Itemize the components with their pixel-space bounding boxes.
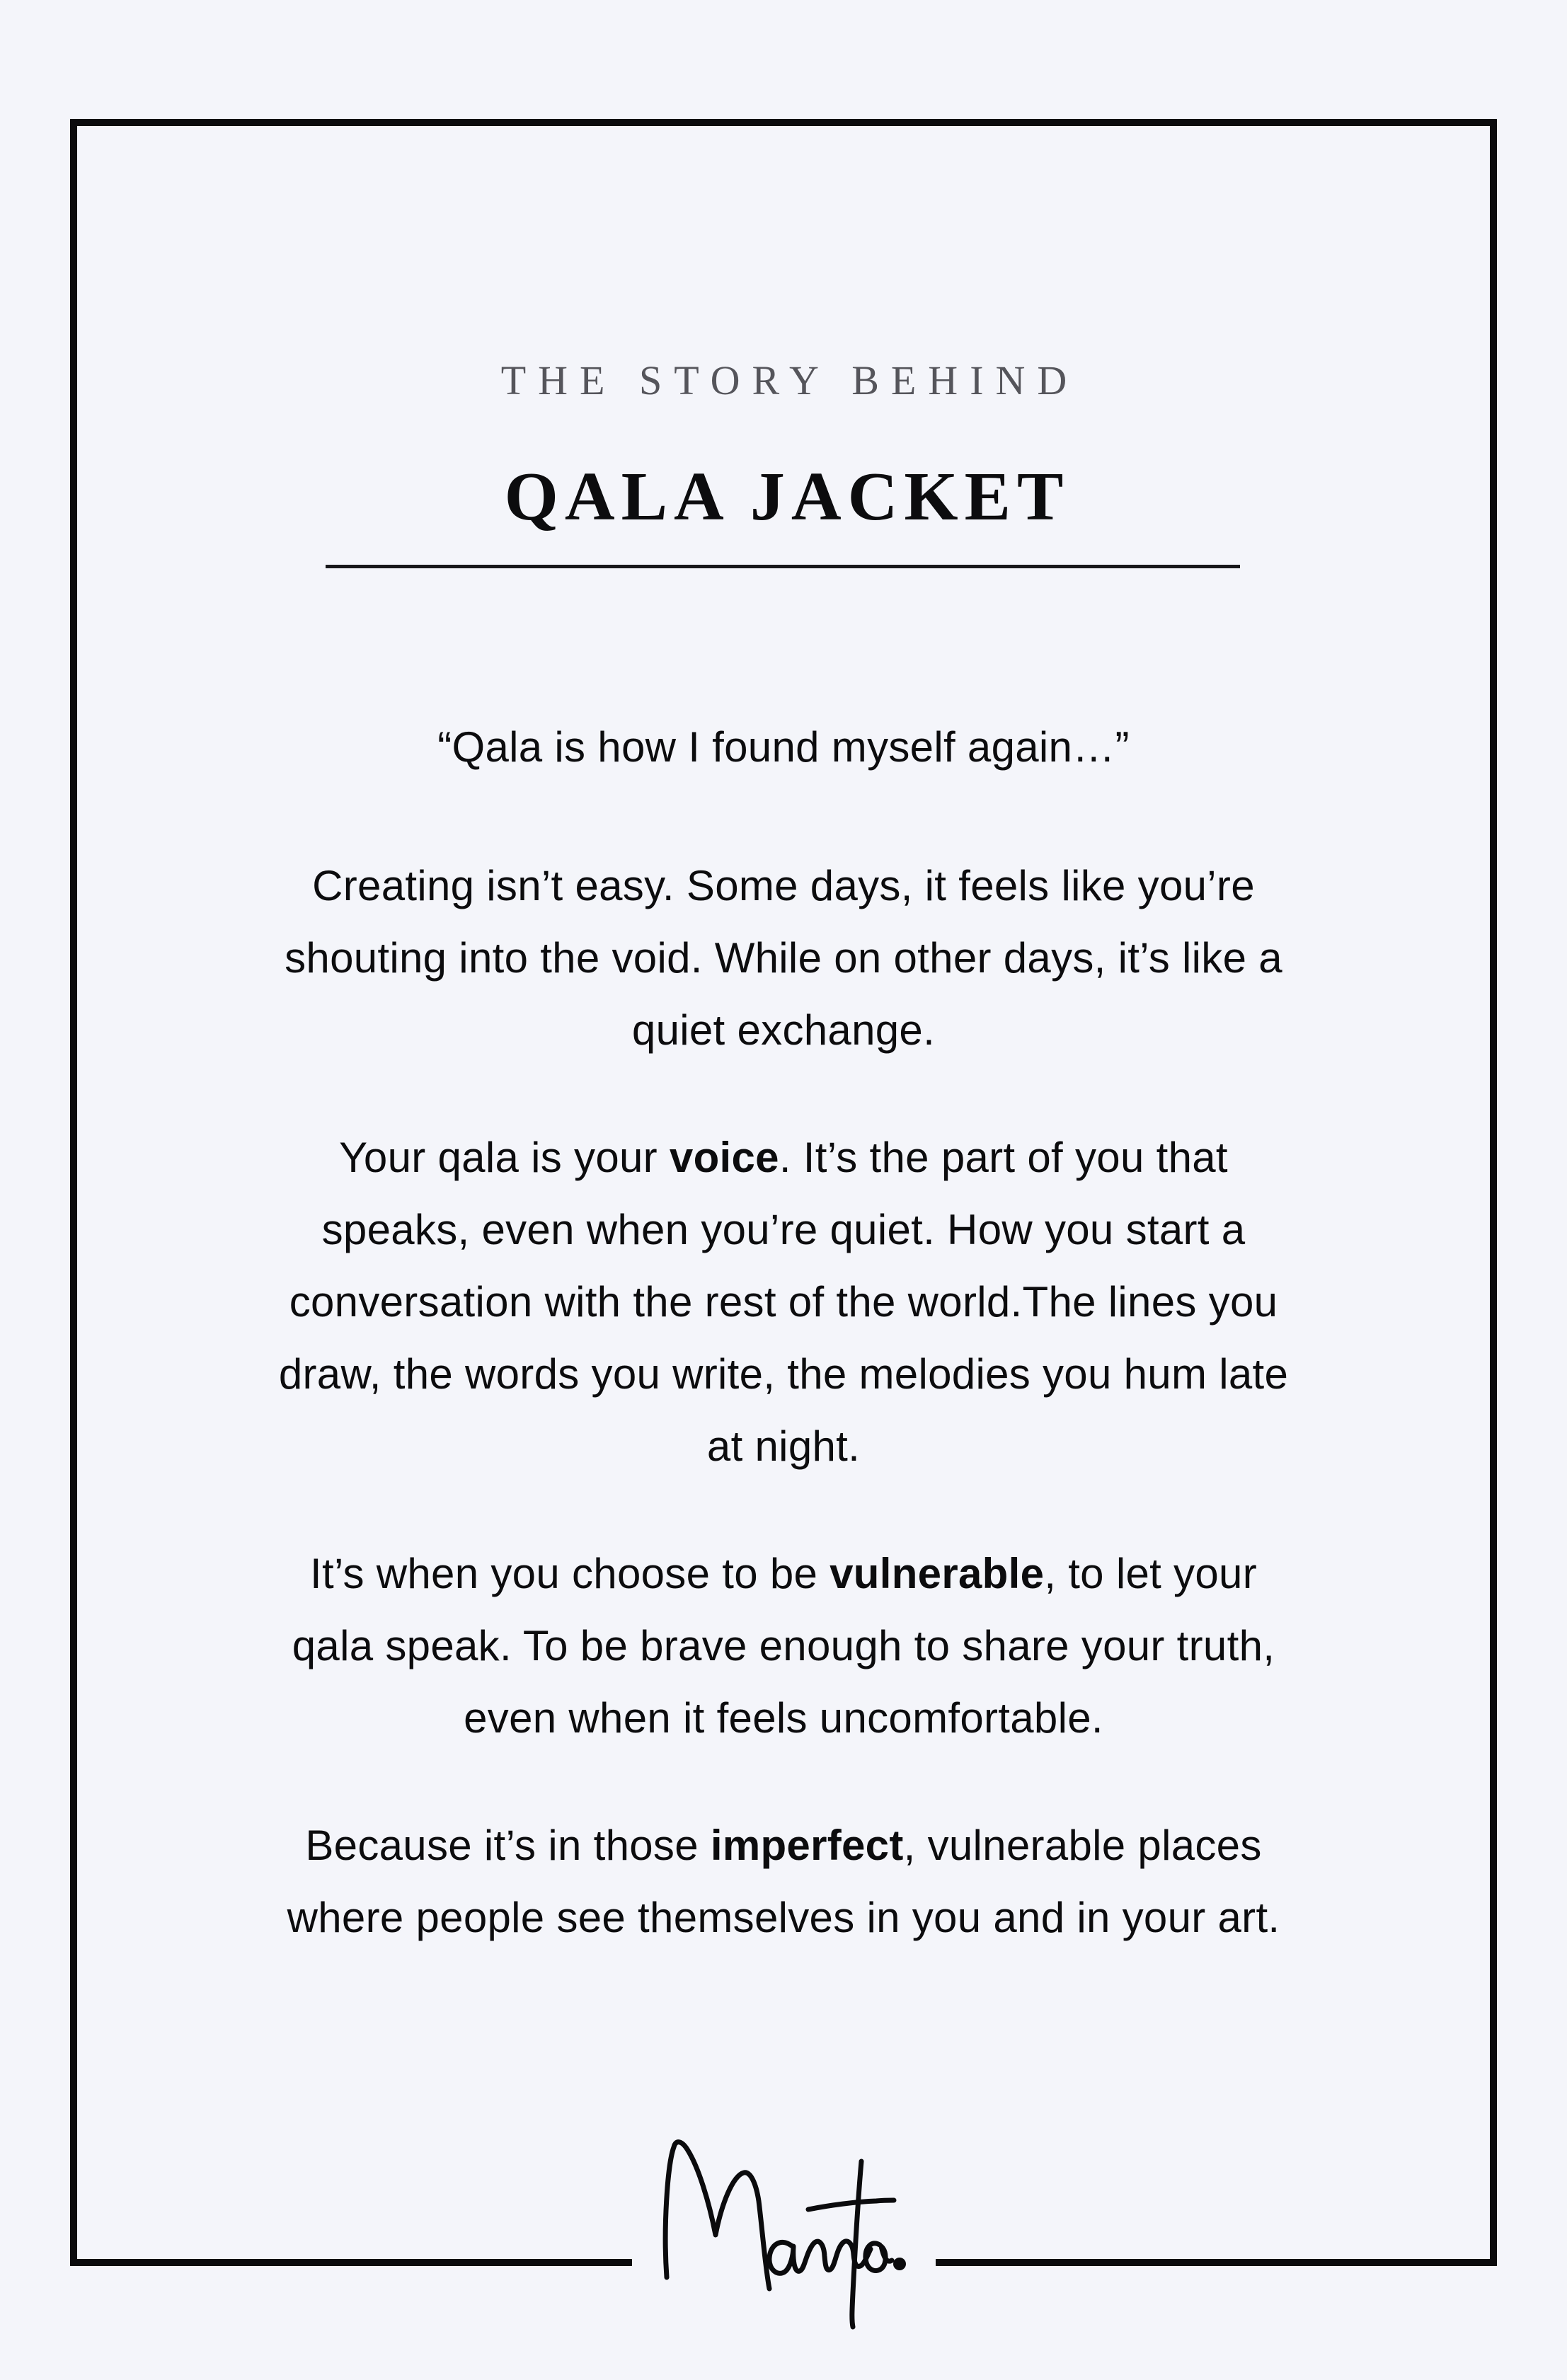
text-line: It’s when you choose to be vulnerable, to let your — [310, 1550, 1257, 1597]
text-line: qala speak. To be brave enough to share your truth, — [292, 1622, 1275, 1669]
text-line: speaks, even when you’re quiet. How you start a — [321, 1206, 1246, 1253]
text-line: draw, the words you write, the melodies you hum late — [278, 1350, 1289, 1398]
signature-letter-t-stem — [852, 2161, 861, 2327]
frame-border-bottom-left — [70, 2259, 632, 2266]
text-line: Because it’s in those imperfect, vulnerable places — [305, 1822, 1262, 1869]
text-line: conversation with the rest of the world.The lines you — [289, 1278, 1278, 1326]
text-line: even when it feels uncomfortable. — [464, 1694, 1103, 1742]
title-divider — [326, 565, 1240, 568]
story-text — [77, 711, 1490, 2009]
signature-letter-t-bar — [808, 2200, 894, 2209]
story-paragraph — [77, 1810, 1490, 1954]
signature-letter-m — [665, 2142, 769, 2289]
text-line: Your qala is your voice. It’s the part of you that — [339, 1134, 1228, 1181]
text-line: “Qala is how I found myself again…” — [437, 723, 1130, 771]
text-line: where people see themselves in you and in your art. — [287, 1894, 1280, 1941]
story-paragraph — [77, 1122, 1490, 1483]
text-line: Creating isn’t easy. Some days, it feels like you’re — [312, 862, 1255, 909]
signature-period — [893, 2258, 906, 2270]
text-line: at night. — [706, 1422, 861, 1470]
manto-signature-logo — [623, 2130, 948, 2342]
page-title: QALA JACKET — [504, 459, 1070, 535]
story-paragraph — [77, 1538, 1490, 1754]
text-line: shouting into the void. While on other days, it’s like a — [285, 934, 1282, 982]
quote-paragraph — [77, 711, 1490, 783]
frame-border-top — [70, 119, 1497, 126]
story-paragraph — [77, 850, 1490, 1067]
frame-border-right — [1490, 119, 1497, 2266]
frame-border-bottom-right — [936, 2259, 1497, 2266]
eyebrow-heading: THE STORY BEHIND — [500, 357, 1079, 403]
frame-border-left — [70, 119, 77, 2266]
text-line: quiet exchange. — [631, 1006, 936, 1054]
